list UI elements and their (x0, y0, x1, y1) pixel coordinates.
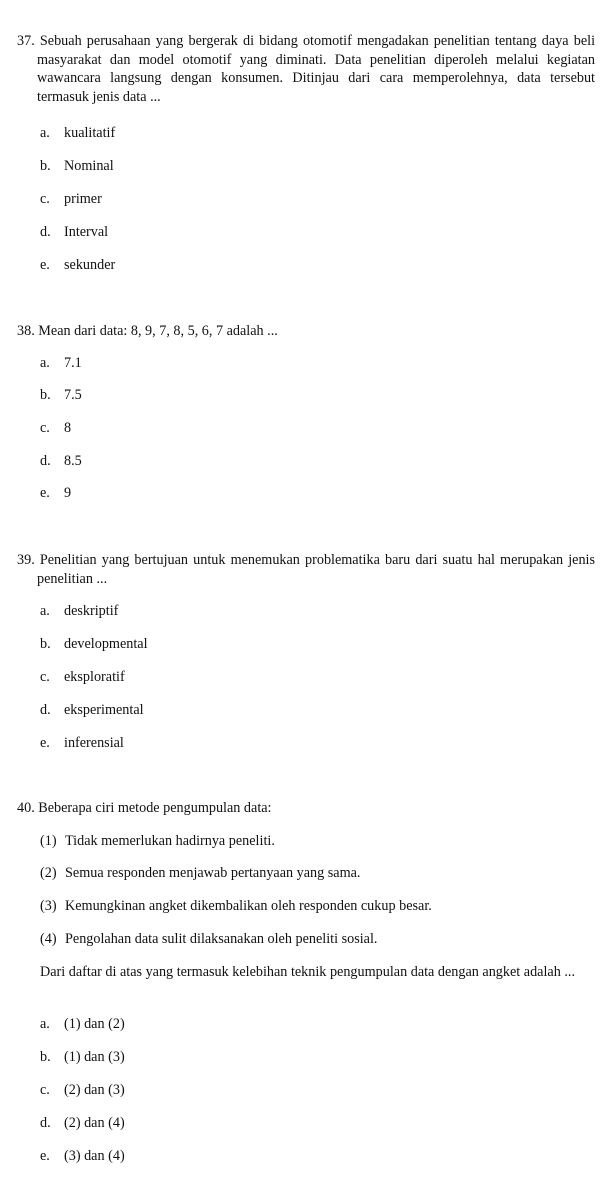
option-text: eksploratif (64, 669, 125, 685)
option-37-d[interactable] (40, 224, 108, 241)
statement-2 (40, 865, 360, 882)
option-label: c. (40, 420, 50, 436)
option-39-b[interactable] (40, 636, 148, 653)
statement-label: (1) (40, 833, 57, 849)
question-38-stem (17, 322, 595, 341)
statement-label: (3) (40, 898, 57, 914)
question-number: 37. (17, 33, 35, 49)
option-38-b[interactable] (40, 387, 82, 404)
option-label: a. (40, 603, 50, 619)
option-label: e. (40, 1148, 50, 1164)
option-text: 8 (64, 420, 72, 436)
option-text: 7.5 (64, 387, 82, 403)
option-text: sekunder (64, 257, 116, 273)
option-label: b. (40, 387, 51, 403)
statement-1 (40, 833, 275, 850)
option-37-e[interactable] (40, 257, 115, 274)
option-38-d[interactable] (40, 453, 82, 470)
option-label: d. (40, 1115, 51, 1131)
option-text: developmental (64, 636, 148, 652)
question-number: 39. (17, 552, 35, 568)
question-40-prompt: Dari daftar di atas yang termasuk kelebihan teknik pengumpulan data dengan angket adalah ... (40, 964, 575, 980)
option-label: e. (40, 257, 50, 273)
statement-text: Semua responden menjawab pertanyaan yang sama. (65, 865, 361, 881)
option-text: (1) dan (2) (64, 1016, 125, 1032)
option-text: deskriptif (64, 603, 119, 619)
option-label: a. (40, 1016, 50, 1032)
question-39-stem (17, 551, 595, 588)
statement-label: (2) (40, 865, 57, 881)
option-label: d. (40, 224, 51, 240)
option-text: 8.5 (64, 453, 82, 469)
statement-text: Pengolahan data sulit dilaksanakan oleh peneliti sosial. (65, 931, 378, 947)
option-40-e[interactable] (40, 1148, 125, 1165)
question-text: Penelitian yang bertujuan untuk menemukan problematika baru dari suatu hal merupakan jenis penelitian ... (37, 552, 595, 587)
question-text: Mean dari data: 8, 9, 7, 8, 5, 6, 7 adalah ... (38, 323, 278, 339)
option-40-a[interactable] (40, 1016, 125, 1033)
option-label: b. (40, 636, 51, 652)
option-38-e[interactable] (40, 485, 71, 502)
question-37-stem (17, 32, 595, 106)
option-38-c[interactable] (40, 420, 71, 437)
option-text: Interval (64, 224, 109, 240)
option-37-a[interactable] (40, 125, 115, 142)
option-label: a. (40, 355, 50, 371)
option-39-c[interactable] (40, 669, 125, 686)
option-text: Nominal (64, 158, 114, 174)
option-label: d. (40, 453, 51, 469)
option-label: c. (40, 191, 50, 207)
option-text: primer (64, 191, 102, 207)
option-label: c. (40, 1082, 50, 1098)
question-number: 38. (17, 323, 35, 339)
option-label: d. (40, 702, 51, 718)
option-38-a[interactable] (40, 355, 82, 372)
option-text: eksperimental (64, 702, 144, 718)
question-text: Beberapa ciri metode pengumpulan data: (38, 800, 272, 816)
question-40-stem (17, 799, 595, 818)
statement-text: Kemungkinan angket dikembalikan oleh responden cukup besar. (65, 898, 432, 914)
option-text: (2) dan (4) (64, 1115, 125, 1131)
option-text: 9 (64, 485, 72, 501)
option-37-c[interactable] (40, 191, 102, 208)
statement-3 (40, 898, 432, 915)
option-text: inferensial (64, 735, 124, 751)
statement-4 (40, 931, 377, 948)
option-40-b[interactable] (40, 1049, 125, 1066)
option-label: a. (40, 125, 50, 141)
question-number: 40. (17, 800, 35, 816)
option-39-e[interactable] (40, 735, 124, 752)
option-39-d[interactable] (40, 702, 144, 719)
option-label: e. (40, 485, 50, 501)
option-label: e. (40, 735, 50, 751)
option-text: (1) dan (3) (64, 1049, 125, 1065)
statement-label: (4) (40, 931, 57, 947)
option-label: c. (40, 669, 50, 685)
option-label: b. (40, 1049, 51, 1065)
option-text: (3) dan (4) (64, 1148, 125, 1164)
question-text: Sebuah perusahaan yang bergerak di bidang otomotif mengadakan penelitian tentang daya beli masyarakat dan model otomotif yang diminati. Data penelitian diperoleh melalui kegiatan wawancara langsung dengan konsumen. Ditinjau dari cara memperolehnya, data tersebut termasuk jenis data ... (37, 33, 596, 105)
statement-text: Tidak memerlukan hadirnya peneliti. (65, 833, 275, 849)
option-40-c[interactable] (40, 1082, 125, 1099)
option-text: kualitatif (64, 125, 116, 141)
option-text: 7.1 (64, 355, 82, 371)
option-37-b[interactable] (40, 158, 114, 175)
option-40-d[interactable] (40, 1115, 125, 1132)
option-text: (2) dan (3) (64, 1082, 125, 1098)
option-39-a[interactable] (40, 603, 118, 620)
option-label: b. (40, 158, 51, 174)
